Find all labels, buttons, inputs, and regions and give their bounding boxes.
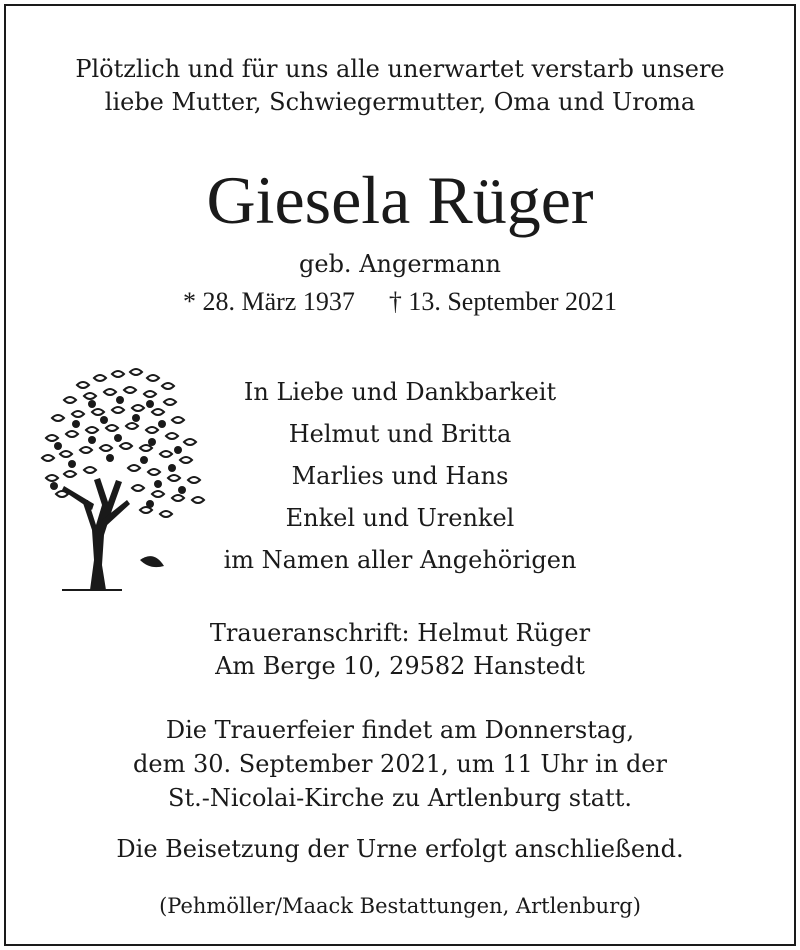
birth-name: geb. Angermann <box>299 250 501 278</box>
mourner-line-1: In Liebe und Dankbarkeit <box>243 378 557 406</box>
death-date: † 13. September 2021 <box>388 287 618 316</box>
life-dates <box>0 287 800 317</box>
intro-line-2: liebe Mutter, Schwiegermutter, Oma und Uroma <box>104 88 696 116</box>
mourner-line-3: Marlies und Hans <box>291 462 509 490</box>
mourner-line-4: Enkel und Urenkel <box>285 504 515 532</box>
mourner-line-5: im Namen aller Angehörigen <box>223 546 577 574</box>
ceremony-line-2: dem 30. September 2021, um 11 Uhr in der <box>133 750 667 778</box>
undertaker-credit: (Pehmöller/Maack Bestattungen, Artlenburg) <box>159 894 641 918</box>
mourner-line-2: Helmut und Britta <box>288 420 512 448</box>
ceremony-line-1: Die Trauerfeier findet am Donnerstag, <box>165 716 635 744</box>
deceased-name: Giesela Rüger <box>206 162 594 238</box>
tree-illustration <box>32 360 212 600</box>
burial-note: Die Beisetzung der Urne erfolgt anschließend. <box>116 835 684 863</box>
ceremony-line-3: St.-Nicolai-Kirche zu Artlenburg statt. <box>168 784 632 812</box>
intro-line-1: Plötzlich und für uns alle unerwartet verstarb unsere <box>75 55 725 83</box>
address-line-2: Am Berge 10, 29582 Hanstedt <box>215 652 585 680</box>
address-line-1: Traueranschrift: Helmut Rüger <box>209 619 591 647</box>
birth-date: * 28. März 1937 <box>182 287 355 316</box>
